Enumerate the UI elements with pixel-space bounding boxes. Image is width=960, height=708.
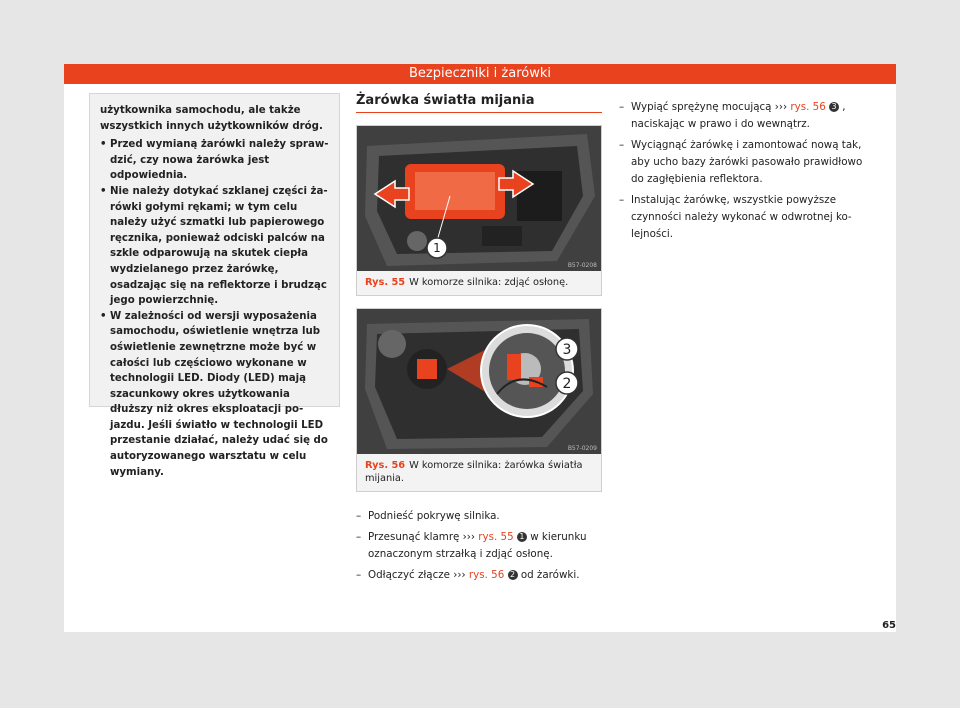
step-item: – Wyciągnąć żarówkę i zamontować nową tak, aby ucho bazy żarówki pasowało prawidłowo do zagłębienia reflektora. bbox=[619, 139, 863, 185]
callout-3: 3 bbox=[562, 342, 572, 358]
step-item: – Podnieść pokrywę silnika. bbox=[356, 510, 500, 522]
step-item: – Instalując żarówkę, wszystkie powyższe czynności należy wykonać w odwrotnej kolejności. bbox=[619, 194, 852, 240]
steps-list-right bbox=[619, 99, 864, 247]
callout-number: 1 bbox=[517, 532, 527, 542]
section-title: Żarówka światła mijania bbox=[356, 93, 602, 113]
step-item: – Przesunąć klamrę ››› rys. 55 1 w kierunku oznaczonym strzałką i zdjąć osłonę. bbox=[356, 531, 587, 560]
figure-reference-link[interactable]: rys. 55 bbox=[478, 531, 514, 543]
middle-column bbox=[356, 93, 602, 588]
callout-1: 1 bbox=[433, 241, 441, 255]
steps-list-left bbox=[356, 508, 602, 584]
figure-reference-link[interactable]: rys. 56 bbox=[790, 101, 826, 113]
step-item: – Wypiąć sprężynę mocującą ››› rys. 56 3 , naciskając w prawo i do wewnątrz. bbox=[619, 101, 846, 130]
warning-bullet: • Nie należy dotykać szklanej części żarówki gołymi rękami; w tym celu należy użyć szmatki lub papierowego ręcznika, ponieważ odciski palców na szkle odparowują na skutek ciepła wydzielanego przez żarówkę, osadzając się na reflektorze i brudząc jego powierzchnię. bbox=[100, 185, 328, 307]
manual-page bbox=[64, 64, 896, 632]
figure-code: B57-0208 bbox=[567, 262, 597, 269]
figure-caption: Rys. 56 W komorze silnika: żarówka światła mijania. bbox=[365, 460, 583, 484]
warning-bullet: • W zależności od wersji wyposażenia samochodu, oświetlenie wnętrza lub oświetlenie zewnętrzne może być w całości lub częściowo wykonane w technologii LED. Diody (LED) mają szacunkowy okres użytkowania dłuższy niż okres eksploatacji pojazdu. Jeśli światło w technologii LED przestanie działać, należy udać się do autoryzowanego warsztatu w celu wymiany. bbox=[100, 310, 328, 478]
step-item: – Odłączyć złącze ››› rys. 56 2 od żarówki. bbox=[356, 569, 580, 581]
figure-reference-link[interactable]: rys. 56 bbox=[468, 569, 505, 581]
page-header: Bezpieczniki i żarówki bbox=[64, 64, 896, 84]
warning-intro: użytkownika samochodu, ale także wszystkich innych użytkowników dróg. bbox=[100, 105, 323, 132]
callout-2: 2 bbox=[562, 376, 572, 392]
callout-number: 2 bbox=[508, 570, 518, 580]
warning-box bbox=[89, 93, 340, 478]
figure-code: B57-0209 bbox=[567, 445, 597, 452]
warning-bullet: • Przed wymianą żarówki należy sprawdzić, czy nowa żarówka jest odpowiednia. bbox=[100, 139, 329, 182]
headlight-cover-illustration bbox=[357, 126, 601, 271]
headlight-bulb-illustration bbox=[357, 309, 601, 454]
callout-number: 3 bbox=[829, 102, 839, 112]
figure-caption: Rys. 55 W komorze silnika: zdjąć osłonę. bbox=[365, 277, 569, 288]
page-number: 65 bbox=[882, 620, 896, 631]
figure-55 bbox=[356, 125, 602, 296]
figure-56 bbox=[356, 308, 602, 492]
